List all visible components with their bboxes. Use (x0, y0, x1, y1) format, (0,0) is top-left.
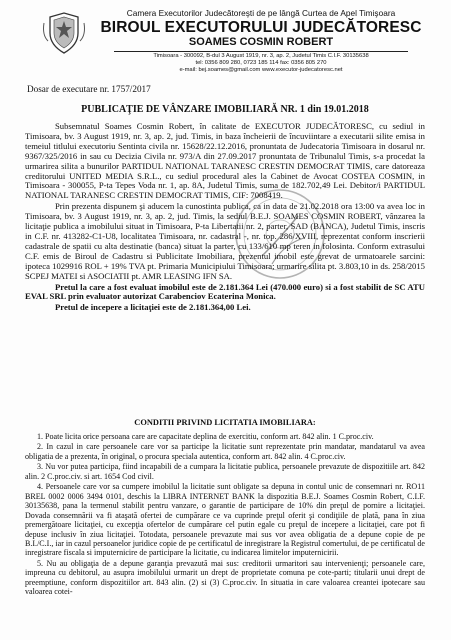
paragraph-valuation: Pretul la care a fost evaluat imobilul este de 2.181.364 Lei (470.000 euro) si a fost stabilit de SC ATU EVAL SRL prin evaluator autorizat Carabenciov Ecaterina Monica. (25, 281, 425, 302)
document-title: PUBLICAŢIE DE VÂNZARE IMOBILIARĂ NR. 1 din 19.01.2018 (81, 104, 369, 115)
case-number: Dosar de executare nr. 1757/2017 (27, 84, 151, 94)
publication-body (25, 122, 425, 314)
header-phone: tel: 0356 809 280, 0723 185 114 fax: 0356 805 270 (195, 60, 327, 67)
chamber-name: Camera Executorilor Judecătoreşti de pe lângă Curtea de Apel Timişoara (126, 8, 396, 18)
paragraph-introduction: Subsemnatul Soames Cosmin Robert, în calitate de EXECUTOR JUDECĂTORESC, cu sediul in Timisoara, bv. 3 August 1919, nr. 3, ap. 2, jud. Timis, in baza încheierii de încuviintare a executarii silite emisa in temeiul titlului executoriu Sentinta civila nr. 15628/22.12.2016, pronuntata de Judecatoria Timisoara in dosarul nr. 9367/325/2016 in sau cu Decizia Civila nr. 973/A din 27.09.2017 pronuntata de Tribunalul Timis, s-a procedat la urmarirea silita a bunurilor PARTIDUL NATIONAL TARANESC CRESTIN DEMOCRAT TIMIS, care datoreaza creditorului UNITED MEDIA S.R.L., cu sediul procedural ales la Cabinet de Avocat COSTEA COSMIN, in Timisoara - 300055, P-ta Tepes Voda nr. 1, ap. 8A, Judetul Timis, suma de 182.702,49 Lei. Debitor/i PARTIDUL NATIONAL TARANESC CRESTIN DEMOCRAT TIMIS, CIF: 7008419. (25, 121, 425, 201)
conditions-heading: CONDITII PRIVIND LICITATIA IMOBILIARA: (134, 418, 316, 427)
header-divider (114, 51, 408, 52)
letterhead (96, 9, 426, 75)
paragraph-auction-details: Prin prezenta dispunem şi aducem la cunostinta publica, ca in data de 21.02.2018 ora 13:00 va avea loc in Timisoara, bv. 3 August 1919, nr. 3, ap. 2, jud. Timis, la sediul B.E.J. SOAMES COSMIN ROBERT, vânzarea la licitaţie publica a imobilului situat in Timisoara, P-ta Libertatii nr. 2, parter, SAD (BANCA), Judetul Timis, inscris in C.F. nr. 413282-C1-U8, localitatea Timisoara, nr. cadastral -, nr. top. 286/XVIII, reprezentat conform inscrierii cadastrale de spatii cu alta destinatie (banca) situat la parter, cu 133/610 mp teren in folosinta. Conform extrasului C.F. emis de Biroul de Cadastru si Publicitate Imobiliara, prezentul imobil este grevat de urmatoarele sarcini: ipoteca 1029916 ROL + 19% TVA pt. Primaria Municipiului Timisoara; urmarire silita pt. 3.803,10 in ds. 258/2015 SCPEJ MATEI si ASOCIATII pt. AMR LEASING IFN SA. (25, 201, 425, 281)
condition-item: 4. Persoanele care vor sa cumpere imobilul la licitatie sunt obligate sa depuna in contul unic de consemnari nr. RO11 BREL 0002 0006 3494 0101, deschis la LIBRA INTERNET BANK la dispozitia B.E.J. Soames Cosmin Robert, C.I.F. 30135638, pana la termenul stabilit pentru vanzare, o garantie de participare de 10% din preţul de pornire a licitaţiei. Dovada consemnării va fi ataşată ofertei de cumpărare ce va cuprinde preţul oferit şi condiţiile de plată, pana în ziua premergătoare licitaţiei, cu excepţia ofertelor de cumpărare cel putin egale cu preţul de incepere a licitaţiei, care pot fi depuse inclusiv în ziua licitaţiei. Totodata, persoanele prevazute mai sus vor avea obligatia de a depune copie de pe B.I./C.I., iar in cazul persoanelor juridice copie de pe certificatul de inregistrare la Registrul comertului, de pe certificatul de inregistrare fiscala si imputernicire de participare la licitatie, cu indicarea limitelor imputernicirii. (25, 482, 425, 558)
condition-item: 2. In cazul in care persoanele care vor sa participe la licitatie sunt reprezentate prin mandatar, mandatarul va avea obligatia de a prezenta, în original, o procura speciala autentica, conform art. 842 alin. 4 C.proc.civ. (25, 442, 425, 461)
office-name: BIROUL EXECUTORULUI JUDECĂTORESC (100, 18, 422, 36)
executor-name: SOAMES COSMIN ROBERT (188, 36, 334, 49)
header-contact: e-mail: bej.soames@gmail.com www.executor-judecatoresc.net (179, 67, 343, 74)
coat-of-arms-logo (40, 11, 88, 55)
conditions-list (25, 432, 425, 598)
header-address: Timisoara - 300092, B-dul 3 August 1919, nr. 3, ap. 2, Judetul Timis C.I.F. 30135638 (153, 52, 369, 59)
condition-item: 1. Poate licita orice persoana care are capacitate deplina de exercitiu, conform art. 842 alin. 1 C.proc.civ. (37, 432, 374, 441)
condition-item: 3. Nu vor putea participa, fiind incapabili de a cumpara la licitatie publica, persoanele prevazute de dispozitiile art. 842 alin. 2 C.proc.civ. si art. 1654 Cod civil. (25, 462, 425, 481)
condition-item: 5. Nu au obligaţia de a depune garanţia prevazută mai sus: creditorii urmaritori sau intervenienţi; persoanele care, impreuna cu debitorul, au asupra imobilului urmarit un drept de proprietate comuna pe cote-parti; titularii unui drept de preemptiune, conform dispozitiilor art. 843 alin. (2) si (3) C.proc.civ. In situatia in care valoarea creantei ipotecare sau valoarea cotei- (25, 558, 425, 597)
paragraph-starting-price: Pretul de incepere a licitaţiei este de 2.181.364,00 Lei. (55, 302, 251, 313)
